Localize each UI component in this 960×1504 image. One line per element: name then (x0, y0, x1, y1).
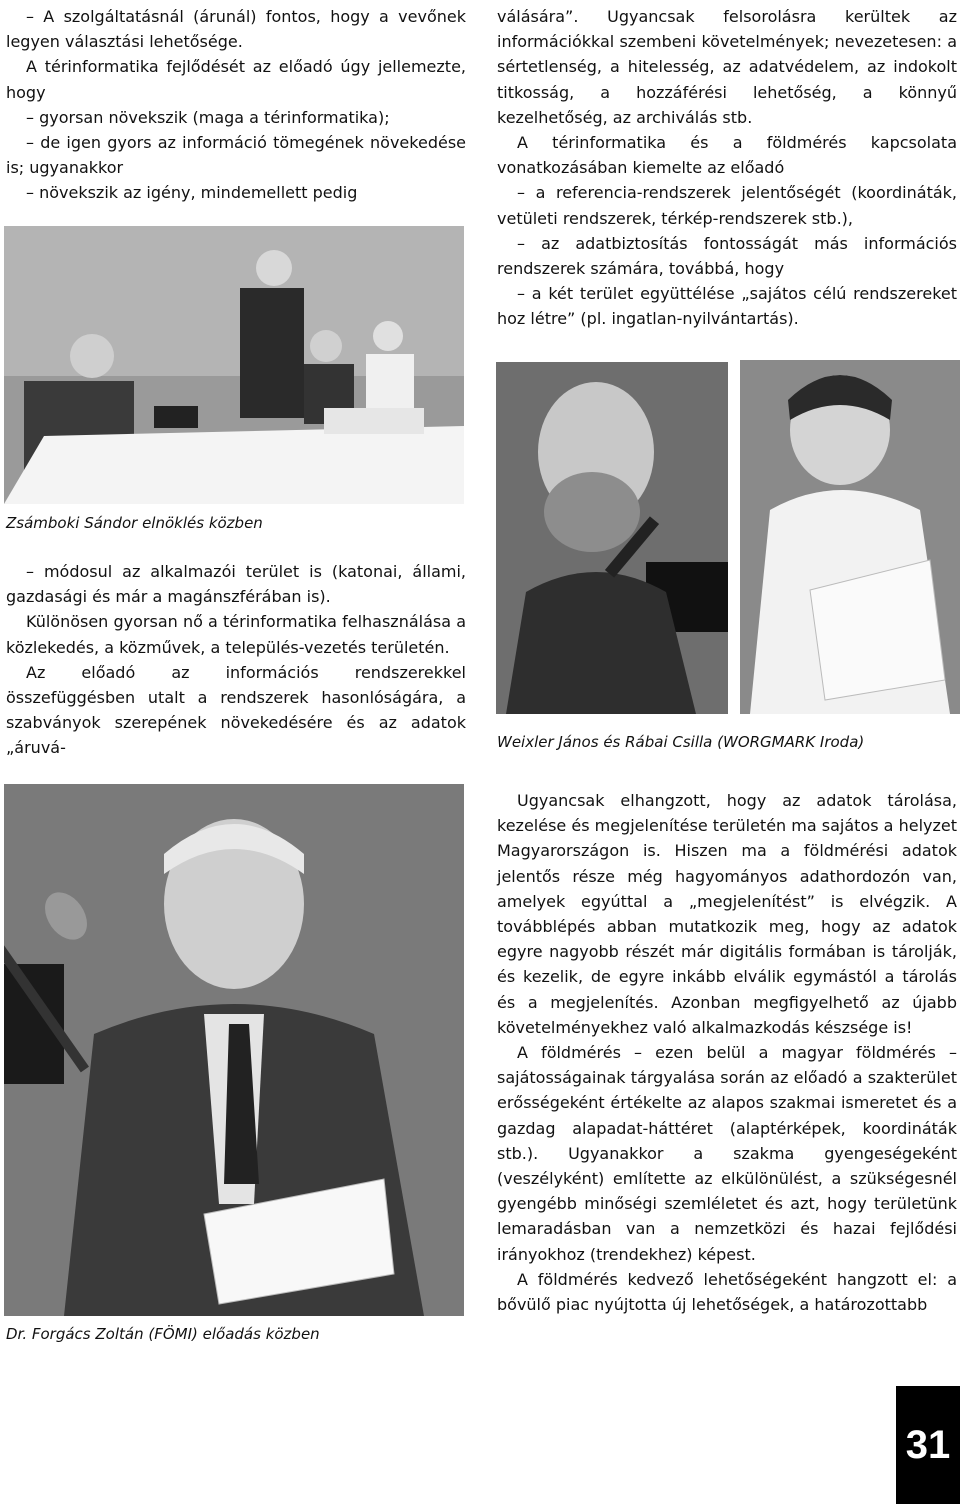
paragraph: A földmérés – ezen belül a magyar földmérés – sajátosságainak tárgyalása során az előadó a szakterület erősségeként értékelte az alapos szakmai ismeretet és a gazdag alapadat-háttéret (alaptérképek, koordináták stb.). Ugyanakkor a szakma gyengeségeként (veszélyként) említette az elkülönülést, a szükségesnél gyengébb minőségi szemléletet és azt, hogy területünk lemaradásban van a nemzetközi és hazai fejlődési irányokhoz (trendekhez) képest. (497, 1043, 957, 1264)
paragraph: A földmérés kedvező lehetőségeként hangzott el: a bővülő piac nyújtotta új lehetőségek, a határozottabb (497, 1269, 957, 1315)
panel-photo (4, 226, 464, 504)
woman-speaker-photo (740, 360, 960, 714)
paragraph: Az előadó az információs rendszerekkel összefüggésben utalt a rendszerek hasonlóságára, a szabványok szerepének növekedésére és az adatok „áruvá- (6, 662, 466, 758)
caption-speaker: Dr. Forgács Zoltán (FÖMI) előadás közben (6, 1325, 320, 1343)
text-column-bottom-right (497, 788, 957, 1317)
caption-duo: Weixler János és Rábai Csilla (WORGMARK Iroda) (497, 733, 865, 751)
text-column-top-left (6, 4, 466, 206)
paragraph: A térinformatika fejlődését az előadó úgy jellemezte, hogy (6, 57, 466, 102)
paragraph: Különösen gyorsan nő a térinformatika felhasználása a közlekedés, a közművek, a település-vezetés területén. (6, 612, 466, 657)
paragraph: – a referencia-rendszerek jelentőségét (koordináták, vetületi rendszerek, térkép-rendszerek stb.), (497, 183, 957, 228)
caption-panel: Zsámboki Sándor elnöklés közben (6, 514, 263, 532)
paragraph: válására”. Ugyancsak felsorolásra kerültek az információkkal szembeni követelmények; nevezetesen: a sértetlenség, a hitelesség, az adatvédelem, az indokolt titkosság, a hozzáférési lehetőség, a könnyű kezelhetőség, az archiválás stb. (497, 7, 957, 127)
text-column-top-right (497, 4, 957, 332)
page-number: 31 (896, 1386, 960, 1504)
paragraph: – a két terület együttélése „sajátos célú rendszereket hoz létre” (pl. ingatlan-nyilvántartás). (497, 284, 957, 329)
bearded-speaker-photo (496, 362, 728, 714)
main-speaker-photo (4, 784, 464, 1316)
paragraph: – módosul az alkalmazói terület is (katonai, állami, gazdasági és már a magánszférában is). (6, 562, 466, 607)
paragraph: – növekszik az igény, mindemellett pedig (26, 183, 358, 203)
paragraph: A térinformatika és a földmérés kapcsolata vonatkozásában kiemelte az előadó (497, 133, 957, 178)
paragraph: Ugyancsak elhangzott, hogy az adatok tárolása, kezelése és megjelenítése területén ma sajátos a helyzet Magyarországon is. Hiszen ma a földmérési adatok jelentős része még hagyományos adathordozón van, amelyek egyúttal a „megjelenítést” is elvégzik. A továbblépés abban mutatkozik meg, hogy az adatok egyre nagyobb részét már digitális formában is tárolják, és kezelik, de egyre inkább elválik egymástól a tárolás és a megjelenítés. Azonban megfigyelhető az újabb követelményekhez való alkalmazkodás készsége is! (497, 791, 957, 1037)
text-column-middle-left (6, 559, 466, 761)
paragraph: – az adatbiztosítás fontosságát más információs rendszerek számára, továbbá, hogy (497, 233, 957, 279)
paragraph: – de igen gyors az információ tömegének növekedése is; ugyanakkor (6, 133, 466, 178)
paragraph: – gyorsan növekszik (maga a térinformatika); (26, 107, 390, 127)
paragraph: – A szolgáltatásnál (árunál) fontos, hogy a vevőnek legyen választási lehetősége. (6, 7, 466, 52)
